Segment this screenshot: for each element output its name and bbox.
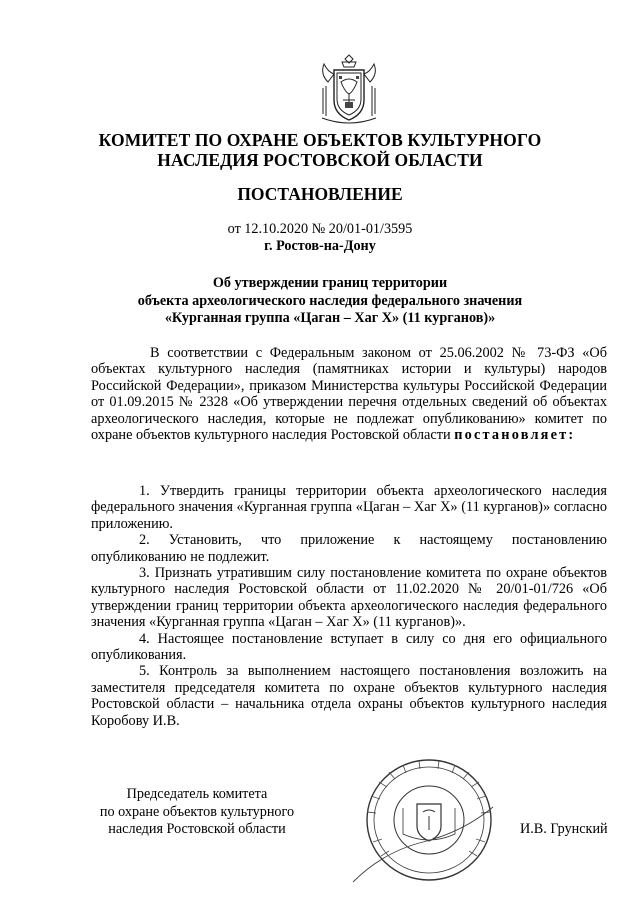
resolution-item: 3. Признать утратившим силу постановление комитета по охране объектов культурного наследия Ростовской области от 11.02.2020 № 20/01-01/726 «Об утверждении границ территории объекта археологического наследия федерального значения «Курганная группа «Цаган – Хаг Х» (11 курганов)». <box>91 565 607 631</box>
coat-of-arms-icon <box>316 52 382 128</box>
position-line-1: Председатель комитета <box>126 786 268 802</box>
intro-keyword: постановляет: <box>454 427 576 444</box>
organization-name <box>60 130 580 170</box>
position-line-2: по охране объектов культурного <box>99 803 295 820</box>
resolution-item: 1. Утвердить границы территории объекта археологического наследия федерального значения «Курганная группа «Цаган – Хаг Х» (11 курганов)» согласно приложению. <box>91 483 607 532</box>
org-line-2: НАСЛЕДИЯ РОСТОВСКОЙ ОБЛАСТИ <box>157 150 483 170</box>
date-number: от 12.10.2020 № 20/01-01/3595 <box>227 221 413 237</box>
signatory-position <box>82 786 312 839</box>
resolution-item: 4. Настоящее постановление вступает в силу со дня его официального опубликования. <box>91 630 607 664</box>
intro-text: В соответствии с Федеральным законом от 25.06.2002 № 73-ФЗ «Об объектах культурного наследия (памятниках истории и культуры) народов Российской Федерации», приказом Министерства культуры Российской Федерации от 01.09.2015 № 2328 «Об утверждении перечня отдельных сведений об объектах археологического наследия, которые не подлежат опубликованию» комитет по охране объектов культурного наследия Ростовской области <box>91 345 607 444</box>
resolution-items <box>91 483 607 729</box>
intro-paragraph <box>91 345 607 443</box>
title-line-3: «Курганная группа «Цаган – Хаг Х» (11 курганов)» <box>164 310 496 326</box>
city: г. Ростов-на-Дону <box>264 238 376 254</box>
resolution-item: 2. Установить, что приложение к настоящему постановлению опубликованию не подлежит. <box>91 532 607 565</box>
position-line-3: наследия Ростовской области <box>108 821 286 837</box>
official-seal-icon <box>345 752 505 884</box>
resolution-item: 5. Контроль за выполнением настоящего постановления возложить на заместителя председателя комитета по охране объектов культурного наследия Ростовской области – начальника отдела охраны объектов культурного наследия Коробову И.В. <box>91 663 607 729</box>
title-line-1: Об утверждении границ территории <box>212 275 448 291</box>
title-line-2: объекта археологического наследия федерального значения <box>137 292 523 309</box>
document-title <box>60 275 600 328</box>
signatory-name: И.В. Грунский <box>520 821 608 837</box>
org-line-1: КОМИТЕТ ПО ОХРАНЕ ОБЪЕКТОВ КУЛЬТУРНОГО <box>98 130 542 150</box>
document-type: ПОСТАНОВЛЕНИЕ <box>237 184 403 204</box>
